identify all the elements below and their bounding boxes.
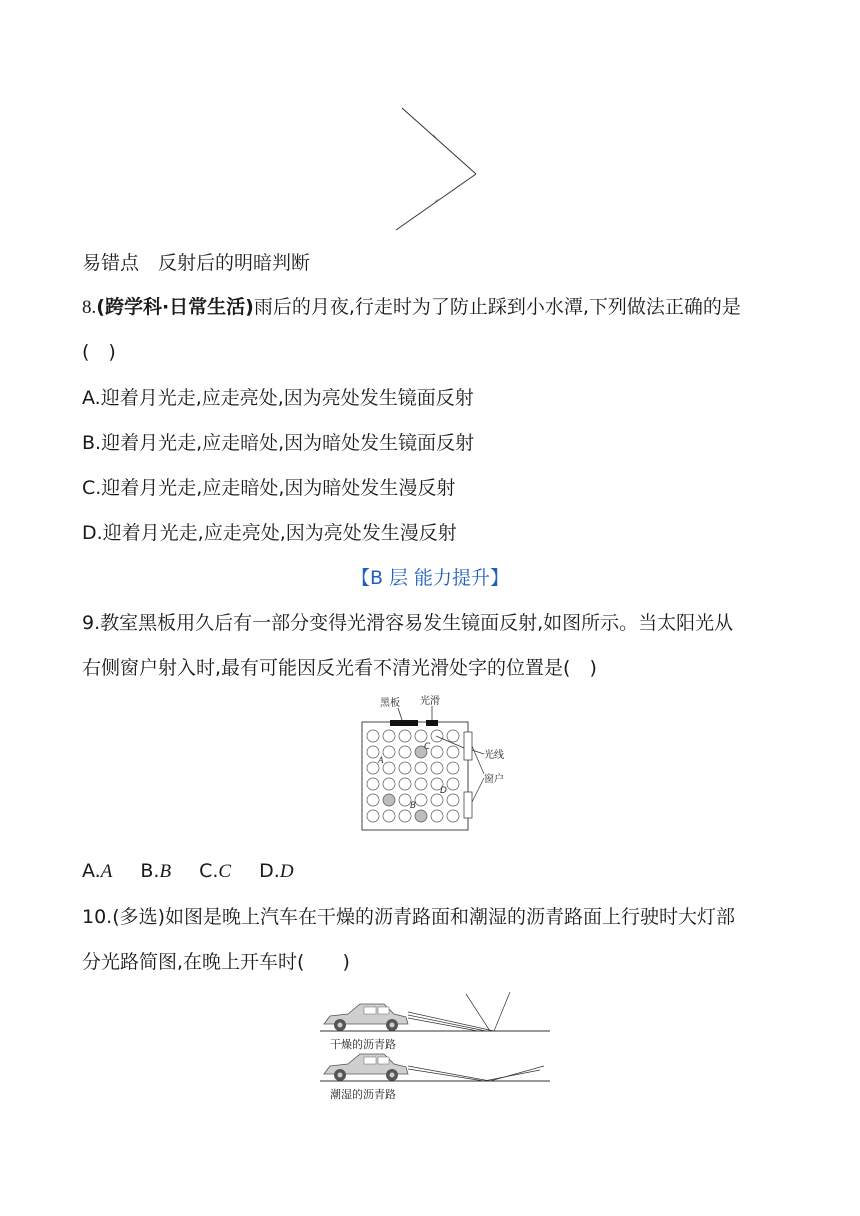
- desk-seat: [447, 778, 459, 790]
- q9-option-d: D.D: [259, 860, 294, 882]
- reflected-ray: [396, 174, 476, 230]
- desk-seat: [415, 730, 427, 742]
- desk-seat: [447, 762, 459, 774]
- q10-stem-line1: 10.(多选)如图是晚上汽车在干燥的沥青路面和潮湿的沥青路面上行驶时大灯部: [82, 906, 736, 928]
- q8-option-d: D.迎着月光走,应走亮处,因为亮处发生漫反射: [82, 522, 457, 544]
- car-icon-dry: [324, 1004, 408, 1031]
- desk-seat: [367, 730, 379, 742]
- q8-blank: ( ): [82, 341, 116, 363]
- desk-seat: [447, 730, 459, 742]
- desk-seat: [431, 746, 443, 758]
- desk-seat: [383, 746, 395, 758]
- desk-seat: [431, 762, 443, 774]
- desk-seat: [367, 778, 379, 790]
- arrow-head-icon: [433, 134, 438, 140]
- q9-stem-line2: 右侧窗户射入时,最有可能因反光看不清光滑处字的位置是( ): [82, 657, 597, 679]
- q8-option-b: B.迎着月光走,应走暗处,因为暗处发生镜面反射: [82, 432, 475, 454]
- classroom-blackboard-figure: [360, 692, 520, 834]
- desk-seat: [399, 778, 411, 790]
- desk-seat: [415, 762, 427, 774]
- q8-tag-open: (: [96, 296, 105, 318]
- desk-seat: [399, 746, 411, 758]
- q9-option-c: C.C: [199, 860, 232, 882]
- incident-ray: [402, 108, 476, 174]
- q8-stem-text: 雨后的月夜,行走时为了防止踩到小水潭,下列做法正确的是: [253, 296, 741, 318]
- blackboard-bar: [390, 720, 418, 726]
- q9-stem-line1: 9.教室黑板用久后有一部分变得光滑容易发生镜面反射,如图所示。当太阳光从: [82, 612, 734, 634]
- layer-b-heading: 【B 层 能力提升】: [350, 567, 510, 589]
- desk-seat: [383, 810, 395, 822]
- desk-seat: [415, 810, 427, 822]
- desk-seat: [399, 810, 411, 822]
- q9-options: [82, 857, 294, 886]
- reflection-ray-figure: [390, 100, 490, 235]
- desk-seat: [399, 762, 411, 774]
- label-light: 光线: [484, 750, 504, 761]
- point-a: A: [378, 755, 384, 765]
- desk-seat: [447, 794, 459, 806]
- q8-stem: [82, 293, 741, 322]
- q8-number: 8.: [82, 297, 97, 318]
- section-tag: 易错点 反射后的明暗判断: [82, 252, 311, 274]
- q8-option-c: C.迎着月光走,应走暗处,因为暗处发生漫反射: [82, 477, 456, 499]
- label-smooth: 光滑: [420, 696, 440, 707]
- desk-seat: [383, 794, 395, 806]
- label-window: 窗户: [484, 774, 504, 785]
- car-headlight-figure: [318, 986, 554, 1104]
- point-b: B: [410, 801, 417, 811]
- q9-option-a: A.A: [82, 860, 113, 882]
- desk-seat: [383, 778, 395, 790]
- car-icon-wet: [324, 1054, 408, 1081]
- label-dry-road: 干燥的沥青路: [330, 1038, 396, 1051]
- window-upper: [464, 732, 472, 760]
- q9-option-b: B.B: [140, 860, 172, 882]
- desk-seat: [447, 746, 459, 758]
- desk-seat: [367, 794, 379, 806]
- desk-seat: [431, 810, 443, 822]
- q8-tag-close: ): [245, 296, 254, 318]
- point-d: D: [440, 786, 447, 796]
- point-c: C: [424, 742, 431, 752]
- q8-tag: 跨学科·日常生活: [104, 296, 246, 318]
- blackboard-smooth-part: [426, 720, 438, 726]
- desk-seat: [447, 810, 459, 822]
- desk-seat: [415, 778, 427, 790]
- desk-seat: [383, 762, 395, 774]
- desk-seat: [415, 794, 427, 806]
- desk-seat: [383, 730, 395, 742]
- q8-option-a: A.迎着月光走,应走亮处,因为亮处发生镜面反射: [82, 387, 474, 409]
- desk-seat: [399, 730, 411, 742]
- q10-stem-line2: 分光路简图,在晚上开车时( ): [82, 951, 350, 973]
- label-blackboard: 黑板: [380, 698, 400, 709]
- window-lower: [464, 792, 472, 818]
- desk-seat: [367, 810, 379, 822]
- label-wet-road: 潮湿的沥青路: [330, 1088, 396, 1101]
